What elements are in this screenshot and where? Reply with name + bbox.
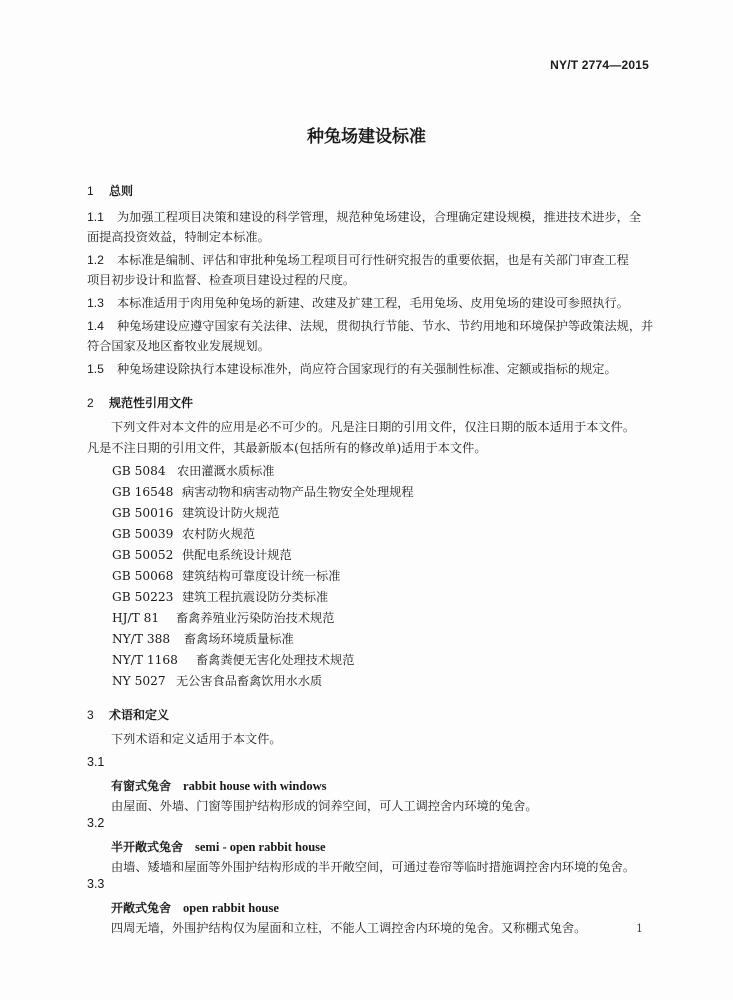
- section-2-intro-line1: 下列文件对本文件的应用是必不可少的。凡是注日期的引用文件，仅注日期的版本适用于本文件。: [111, 420, 636, 434]
- section-title: 总则: [109, 184, 134, 198]
- section-number: 1: [87, 184, 94, 198]
- clause-1-1: [87, 207, 641, 247]
- ref-title: 建筑工程抗震设防分类标准: [182, 590, 329, 604]
- ref-item: [112, 630, 294, 647]
- ref-item: [112, 483, 414, 500]
- clause-number: 1.1: [87, 210, 104, 224]
- ref-code: NY 5027: [112, 674, 166, 688]
- ref-item: [112, 504, 280, 521]
- ref-title: 建筑结构可靠度设计统一标准: [182, 569, 341, 583]
- term-number: 3.2: [87, 816, 105, 830]
- ref-item: [112, 462, 275, 479]
- term-title: [111, 899, 279, 916]
- ref-title: 供配电系统设计规范: [182, 548, 292, 562]
- ref-code: NY/T 388: [112, 632, 171, 646]
- clause-text-cont: 符合国家及地区畜牧业发展规划。: [87, 339, 270, 353]
- section-2-intro-line2: 凡是不注日期的引用文件，其最新版本(包括所有的修改单)适用于本文件。: [87, 441, 487, 455]
- section-2-heading: [87, 394, 193, 411]
- clause-text: 为加强工程项目决策和建设的科学管理，规范种兔场建设，合理确定建设规模，推进技术进步，全: [117, 210, 642, 224]
- term-number: 3.3: [87, 877, 105, 891]
- term-title: [111, 838, 326, 855]
- clause-number: 1.5: [87, 362, 104, 376]
- section-number: 3: [87, 708, 94, 722]
- term-title-en: open rabbit house: [183, 901, 279, 915]
- ref-code: HJ/T 81: [112, 611, 160, 625]
- ref-item: [112, 567, 340, 584]
- ref-code: GB 50052: [112, 548, 174, 562]
- ref-code: GB 50039: [112, 527, 174, 541]
- ref-code: GB 5084: [112, 464, 166, 478]
- ref-code: NY/T 1168: [112, 653, 178, 667]
- clause-text-cont: 面提高投资效益，特制定本标准。: [87, 230, 270, 244]
- section-3-heading: [87, 706, 169, 723]
- clause-1-3: [87, 293, 629, 313]
- section-title: 术语和定义: [109, 708, 170, 722]
- clause-1-5: [87, 359, 617, 379]
- ref-title: 无公害食品畜禽饮用水水质: [176, 674, 323, 688]
- term-title-zh: 有窗式兔舍: [111, 779, 172, 793]
- ref-item: [112, 672, 322, 689]
- term-definition: 由屋面、外墙、门窗等围护结构形成的饲养空间，可人工调控舍内环境的兔舍。: [111, 799, 538, 813]
- term-number: 3.1: [87, 755, 105, 769]
- ref-title: 农村防火规范: [182, 527, 256, 541]
- term-title: [111, 777, 326, 794]
- term-title-zh: 开敞式兔舍: [111, 901, 172, 915]
- clause-text-cont: 项目初步设计和监督、检查项目建设过程的尺度。: [87, 273, 356, 287]
- clause-number: 1.3: [87, 296, 104, 310]
- term-title-zh: 半开敞式兔舍: [111, 840, 184, 854]
- ref-item: [112, 546, 292, 563]
- clause-text: 种兔场建设除执行本建设标准外，尚应符合国家现行的有关强制性标准、定额或指标的规定。: [117, 362, 617, 376]
- ref-code: GB 50016: [112, 506, 174, 520]
- clause-number: 1.4: [87, 319, 104, 333]
- clause-text: 本标准适用于肉用兔种兔场的新建、改建及扩建工程，毛用兔场、皮用兔场的建设可参照执行。: [117, 296, 629, 310]
- ref-item: [112, 609, 334, 626]
- standard-code: NY/T 2774—2015: [550, 58, 649, 72]
- term-definition: 由墙、矮墙和屋面等外围护结构形成的半开敞空间，可通过卷帘等临时措施调控舍内环境的兔舍。: [111, 860, 636, 874]
- ref-code: GB 16548: [112, 485, 174, 499]
- ref-title: 建筑设计防火规范: [182, 506, 280, 520]
- term-title-en: semi - open rabbit house: [195, 840, 326, 854]
- ref-code: GB 50068: [112, 569, 174, 583]
- section-number: 2: [87, 396, 94, 410]
- clause-text: 种兔场建设应遵守国家有关法律、法规，贯彻执行节能、节水、节约用地和环境保护等政策法规，并: [117, 319, 654, 333]
- ref-item: [112, 525, 255, 542]
- ref-item: [112, 588, 328, 605]
- ref-code: GB 50223: [112, 590, 174, 604]
- ref-title: 农田灌溉水质标准: [177, 464, 275, 478]
- ref-item: [112, 651, 354, 668]
- page-number: 1: [636, 922, 643, 935]
- section-1-heading: [87, 182, 133, 199]
- ref-title: 病害动物和病害动物产品生物安全处理规程: [182, 485, 414, 499]
- clause-1-4: [87, 316, 653, 356]
- ref-title: 畜禽场环境质量标准: [184, 632, 294, 646]
- section-title: 规范性引用文件: [109, 396, 194, 410]
- page-title: 种兔场建设标准: [307, 127, 426, 147]
- ref-title: 畜禽粪便无害化处理技术规范: [196, 653, 355, 667]
- term-definition: 四周无墙，外围护结构仅为屋面和立柱，不能人工调控舍内环境的兔舍。又称棚式兔舍。: [111, 921, 587, 935]
- term-title-en: rabbit house with windows: [183, 779, 327, 793]
- section-3-intro: 下列术语和定义适用于本文件。: [111, 732, 282, 746]
- clause-1-2: [87, 250, 629, 290]
- clause-number: 1.2: [87, 253, 104, 267]
- ref-title: 畜禽养殖业污染防治技术规范: [176, 611, 335, 625]
- clause-text: 本标准是编制、评估和审批种兔场工程项目可行性研究报告的重要依据，也是有关部门审查工程: [117, 253, 629, 267]
